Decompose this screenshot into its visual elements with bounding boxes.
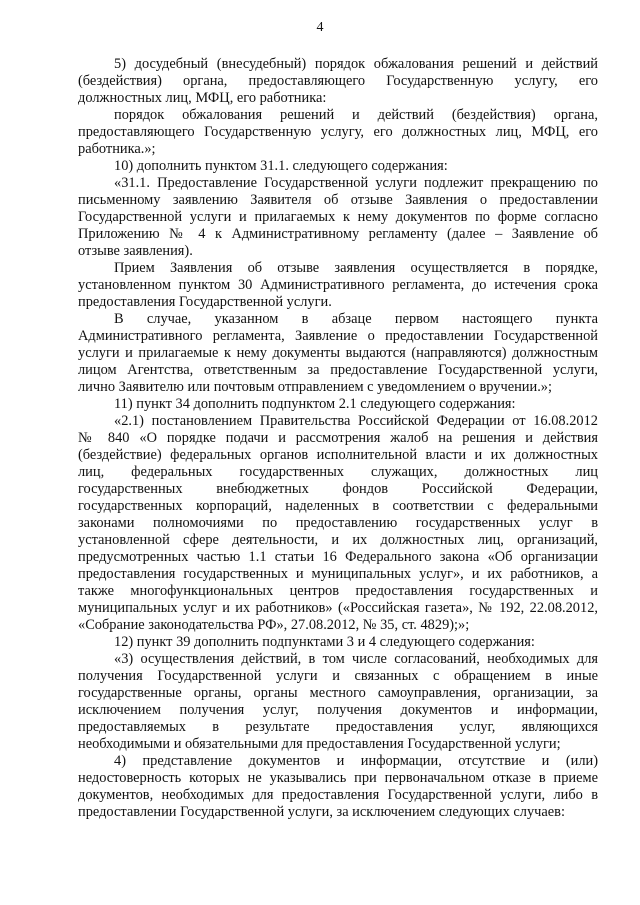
page-number: 4 bbox=[316, 20, 324, 35]
text-line: установленной сфере деятельности, и их должностных лиц, организаций, bbox=[78, 532, 598, 548]
text-line: В случае, указанном в абзаце первом настоящего пункта bbox=[114, 311, 598, 327]
text-line: Административного регламента, Заявление о предоставлении Государственной bbox=[78, 328, 598, 344]
text-line: законами полномочиями по предоставлению государственных услуг в bbox=[78, 515, 598, 531]
text-line: «Собрание законодательства РФ», 27.08.2012, № 35, ст. 4829);»; bbox=[78, 617, 470, 633]
text-line: 11) пункт 34 дополнить подпунктом 2.1 следующего содержания: bbox=[114, 396, 516, 412]
text-line: лицом Агентства, ответственным за предоставление Государственной услуги, bbox=[78, 362, 598, 378]
text-line: № 840 «О порядке подачи и рассмотрения жалоб на решения и действия bbox=[78, 430, 598, 446]
text-line: установленном пунктом 30 Административного регламента, до истечения срока bbox=[78, 277, 598, 293]
text-line: получения Государственной услуги и связанных с обращением в иные bbox=[78, 668, 598, 684]
text-line: предоставляющего Государственную услугу, его должностных лиц, МФЦ, его bbox=[78, 124, 598, 140]
text-line: предоставляемых в результате предоставления услуг, являющихся bbox=[78, 719, 598, 735]
text-line: услуги и прилагаемые к нему документы выдаются (направляются) должностным bbox=[78, 345, 598, 361]
text-line: 4) представление документов и информации, отсутствие и (или) bbox=[114, 753, 598, 769]
text-line: муниципальных услуг и их работников» («Российская газета», № 192, 22.08.2012, bbox=[78, 600, 598, 616]
text-line: необходимыми и обязательными для предоставления Государственной услуги; bbox=[78, 736, 561, 752]
text-line: также многофункциональных центров предоставления государственных и bbox=[78, 583, 598, 599]
text-line: письменному заявлению Заявителя об отзыве Заявления о предоставлении bbox=[78, 192, 598, 208]
text-line: должностных лиц, МФЦ, его работника: bbox=[78, 90, 327, 106]
text-line: «2.1) постановлением Правительства Российской Федерации от 16.08.2012 bbox=[114, 413, 598, 429]
text-line: исключением получения услуг, получения документов и информации, bbox=[78, 702, 598, 718]
text-line: государственные органы, органы местного самоуправления, организации, за bbox=[78, 685, 598, 701]
text-line: государственных внебюджетных фондов Российской Федерации, bbox=[78, 481, 598, 497]
text-line: Приложению № 4 к Административному регламенту (далее – Заявление об bbox=[78, 226, 598, 242]
text-line: отзыве заявления). bbox=[78, 243, 193, 259]
text-line: (бездействие) федеральных органов исполнительной власти и их должностных bbox=[78, 447, 598, 463]
text-line: Государственной услуги и прилагаемых к нему документов по форме согласно bbox=[78, 209, 598, 225]
text-line: предоставлении Государственной услуги, за исключением следующих случаев: bbox=[78, 804, 565, 820]
text-line: недостоверность которых не указывались при первоначальном отказе в приеме bbox=[78, 770, 598, 786]
text-line: предоставления Государственной услуги. bbox=[78, 294, 332, 310]
text-line: работника.»; bbox=[78, 141, 156, 157]
text-line: порядок обжалования решений и действий (бездействия) органа, bbox=[114, 107, 598, 123]
text-line: «31.1. Предоставление Государственной услуги подлежит прекращению по bbox=[114, 175, 598, 191]
text-line: 12) пункт 39 дополнить подпунктами 3 и 4 следующего содержания: bbox=[114, 634, 535, 650]
text-line: «3) осуществления действий, в том числе согласований, необходимых для bbox=[114, 651, 598, 667]
text-line: 5) досудебный (внесудебный) порядок обжалования решений и действий bbox=[114, 56, 598, 72]
text-line: предоставления государственных и муниципальных услуг», и их работников, а bbox=[78, 566, 598, 582]
text-line: предусмотренных частью 1.1 статьи 16 Федерального закона «Об организации bbox=[78, 549, 598, 565]
text-line: (бездействия) органа, предоставляющего Государственную услугу, его bbox=[78, 73, 598, 89]
text-line: лиц, федеральных государственных служащих, должностных лиц bbox=[78, 464, 598, 480]
text-line: Прием Заявления об отзыве заявления осуществляется в порядке, bbox=[114, 260, 598, 276]
document-body bbox=[78, 56, 598, 821]
text-line: государственных корпораций, наделенных в соответствии с федеральными bbox=[78, 498, 598, 514]
text-line: лично Заявителю или почтовым отправлением с уведомлением о вручении.»; bbox=[78, 379, 552, 395]
text-line: документов, необходимых для предоставления Государственной услуги, либо в bbox=[78, 787, 598, 803]
text-line: 10) дополнить пунктом 31.1. следующего содержания: bbox=[114, 158, 448, 174]
